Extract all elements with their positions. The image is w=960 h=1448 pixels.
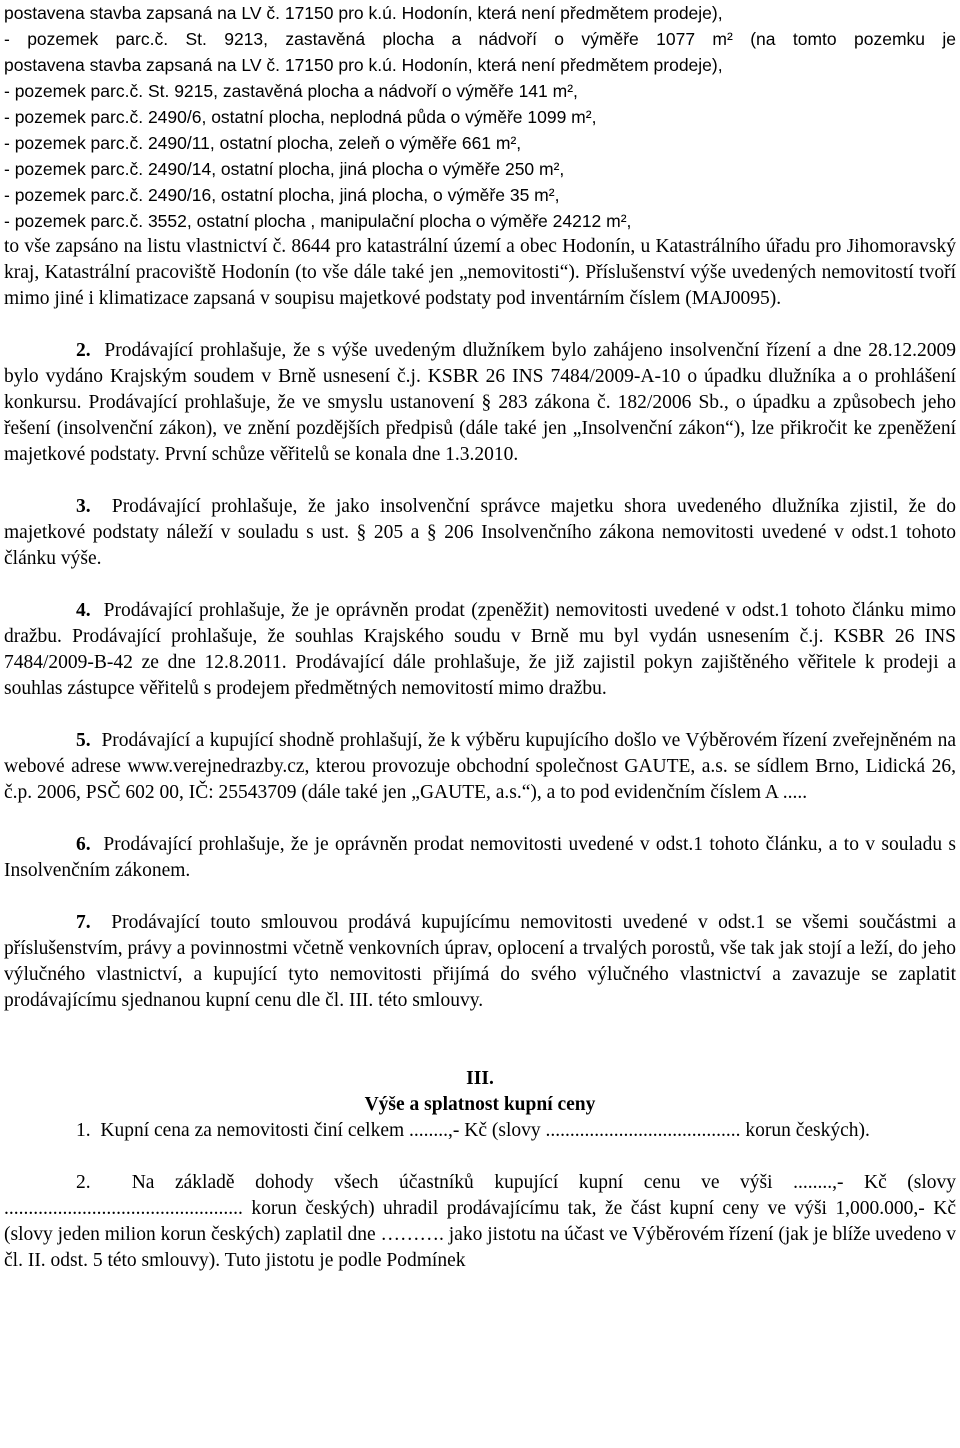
parcel-line: - pozemek parc.č. 3552, ostatní plocha , manipulační plocha o výměře 24212 m², bbox=[4, 211, 632, 231]
item-text: Kupní cena za nemovitosti činí celkem ........,- Kč (slovy ........................................ korun českých). bbox=[100, 1120, 870, 1141]
section-number: III. bbox=[466, 1068, 494, 1089]
document-page bbox=[4, 0, 956, 1274]
paragraph-7 bbox=[4, 910, 956, 1014]
parcel-line: - pozemek parc.č. 2490/6, ostatní plocha, neplodná půda o výměře 1099 m², bbox=[4, 107, 597, 127]
paragraph-text: Prodávající a kupující shodně prohlašují, že k výběru kupujícího došlo ve Výběrovém řízení zveřejněném na webové adrese www.verejnedrazby.cz, kterou provozuje obchodní společnost GAUTE, a.s. se sídlem Brno, Lidická 26, č.p. 2006, PSČ 602 00, IČ: 25543709 (dále také jen „GAUTE, a.s.“), a to pod evidenčním číslem A ..... bbox=[4, 730, 957, 803]
paragraph-2 bbox=[4, 338, 956, 468]
paragraph-text: Prodávající prohlašuje, že jako insolvenční správce majetku shora uvedeného dlužníka zjistil, že do majetkové podstaty náleží v souladu s ust. § 205 a § 206 Insolvenčního zákona nemovitosti uvedené v odst.1 tohoto článku výše. bbox=[4, 496, 957, 569]
paragraph-number: 2. bbox=[76, 340, 91, 361]
parcel-line: - pozemek parc.č. 2490/14, ostatní plocha, jiná plocha o výměře 250 m², bbox=[4, 159, 565, 179]
section-item-2 bbox=[4, 1170, 956, 1274]
parcel-line: postavena stavba zapsaná na LV č. 17150 pro k.ú. Hodonín, která není předmětem prodeje), bbox=[4, 3, 723, 23]
paragraph-text: Prodávající prohlašuje, že je oprávněn prodat (zpeněžit) nemovitosti uvedené v odst.1 tohoto článku mimo dražbu. Prodávající prohlašuje, že souhlas Krajského soudu v Brně mu byl vydán usnesením č.j. KSBR 26 INS 7484/2009-B-42 ze dne 12.8.2011. Prodávající dále prohlašuje, že již zajistil pokyn zajištěného věřitele k prodeji a souhlas zástupce věřitelů s prodejem předmětných nemovitostí mimo dražbu. bbox=[4, 600, 957, 699]
item-number: 1. bbox=[76, 1120, 91, 1141]
paragraph-text: Prodávající prohlašuje, že je oprávněn prodat nemovitosti uvedené v odst.1 tohoto článku, a to v souladu s Insolvenčním zákonem. bbox=[4, 834, 956, 881]
parcel-list bbox=[4, 0, 956, 234]
paragraph-number: 6. bbox=[76, 834, 91, 855]
section-item-1 bbox=[4, 1118, 956, 1144]
paragraph-number: 5. bbox=[76, 730, 91, 751]
paragraph-5 bbox=[4, 728, 956, 806]
intro-paragraph: to vše zapsáno na listu vlastnictví č. 8644 pro katastrální území a obec Hodonín, u Katastrálního úřadu pro Jihomoravský kraj, Katastrální pracoviště Hodonín (to vše dále také jen „nemovitosti“). Příslušenství výše uvedených nemovitostí tvoří mimo jiné i klimatizace zapsaná v soupisu majetkové podstaty pod inventárním číslem (MAJ0095). bbox=[4, 236, 956, 309]
paragraph-4 bbox=[4, 598, 956, 702]
paragraph-number: 4. bbox=[76, 600, 91, 621]
parcel-line: - pozemek parc.č. 2490/11, ostatní plocha, zeleň o výměře 661 m², bbox=[4, 133, 522, 153]
item-number: 2. bbox=[76, 1172, 91, 1193]
item-text: Na základě dohody všech účastníků kupující kupní cenu ve výši ........,- Kč (slovy ................................................. korun českých) uhradil prodávajícímu tak, že část kupní ceny ve výši 1,000.000,- Kč (slovy jeden milion korun českých) zaplatil dne ………. jako jistotu na účast ve Výběrovém řízení (jak je blíže uvedeno v čl. II. odst. 5 této smlouvy). Tuto jistotu je podle Podmínek bbox=[4, 1172, 957, 1271]
paragraph-6 bbox=[4, 832, 956, 884]
parcel-line: - pozemek parc.č. St. 9213, zastavěná plocha a nádvoří o výměře 1077 m² (na tomto pozemku je bbox=[4, 29, 956, 49]
parcel-line: - pozemek parc.č. St. 9215, zastavěná plocha a nádvoří o výměře 141 m², bbox=[4, 81, 578, 101]
paragraph-3 bbox=[4, 494, 956, 572]
parcel-line: - pozemek parc.č. 2490/16, ostatní plocha, jiná plocha, o výměře 35 m², bbox=[4, 185, 560, 205]
paragraph-number: 3. bbox=[76, 496, 91, 517]
paragraph-text: Prodávající touto smlouvou prodává kupujícímu nemovitosti uvedené v odst.1 se všemi součástmi a příslušenstvím, právy a povinnostmi včetně venkovních úprav, oplocení a trvalých porostů, vše tak jak stojí a leží, do jeho výlučného vlastnictví, a kupující tyto nemovitosti přijímá do svého výlučného vlastnictví a zavazuje se zaplatit prodávajícímu sjednanou kupní cenu dle čl. III. této smlouvy. bbox=[4, 912, 957, 1011]
parcel-line: postavena stavba zapsaná na LV č. 17150 pro k.ú. Hodonín, která není předmětem prodeje), bbox=[4, 55, 723, 75]
paragraph-text: Prodávající prohlašuje, že s výše uvedeným dlužníkem bylo zahájeno insolvenční řízení a dne 28.12.2009 bylo vydáno Krajským soudem v Brně usnesení č.j. KSBR 26 INS 7484/2009-A-10 o úpadku dlužníka a o prohlášení konkursu. Prodávající prohlašuje, že ve smyslu ustanovení § 283 zákona č. 182/2006 Sb., o úpadku a způsobech jeho řešení (insolvenční zákon), ve znění pozdějších předpisů (dále také jen „Insolvenční zákon“), lze přikročit ke zpeněžení majetkové podstaty. První schůze věřitelů se konala dne 1.3.2010. bbox=[4, 340, 956, 465]
paragraph-number: 7. bbox=[76, 912, 91, 933]
section-title: Výše a splatnost kupní ceny bbox=[364, 1094, 596, 1115]
